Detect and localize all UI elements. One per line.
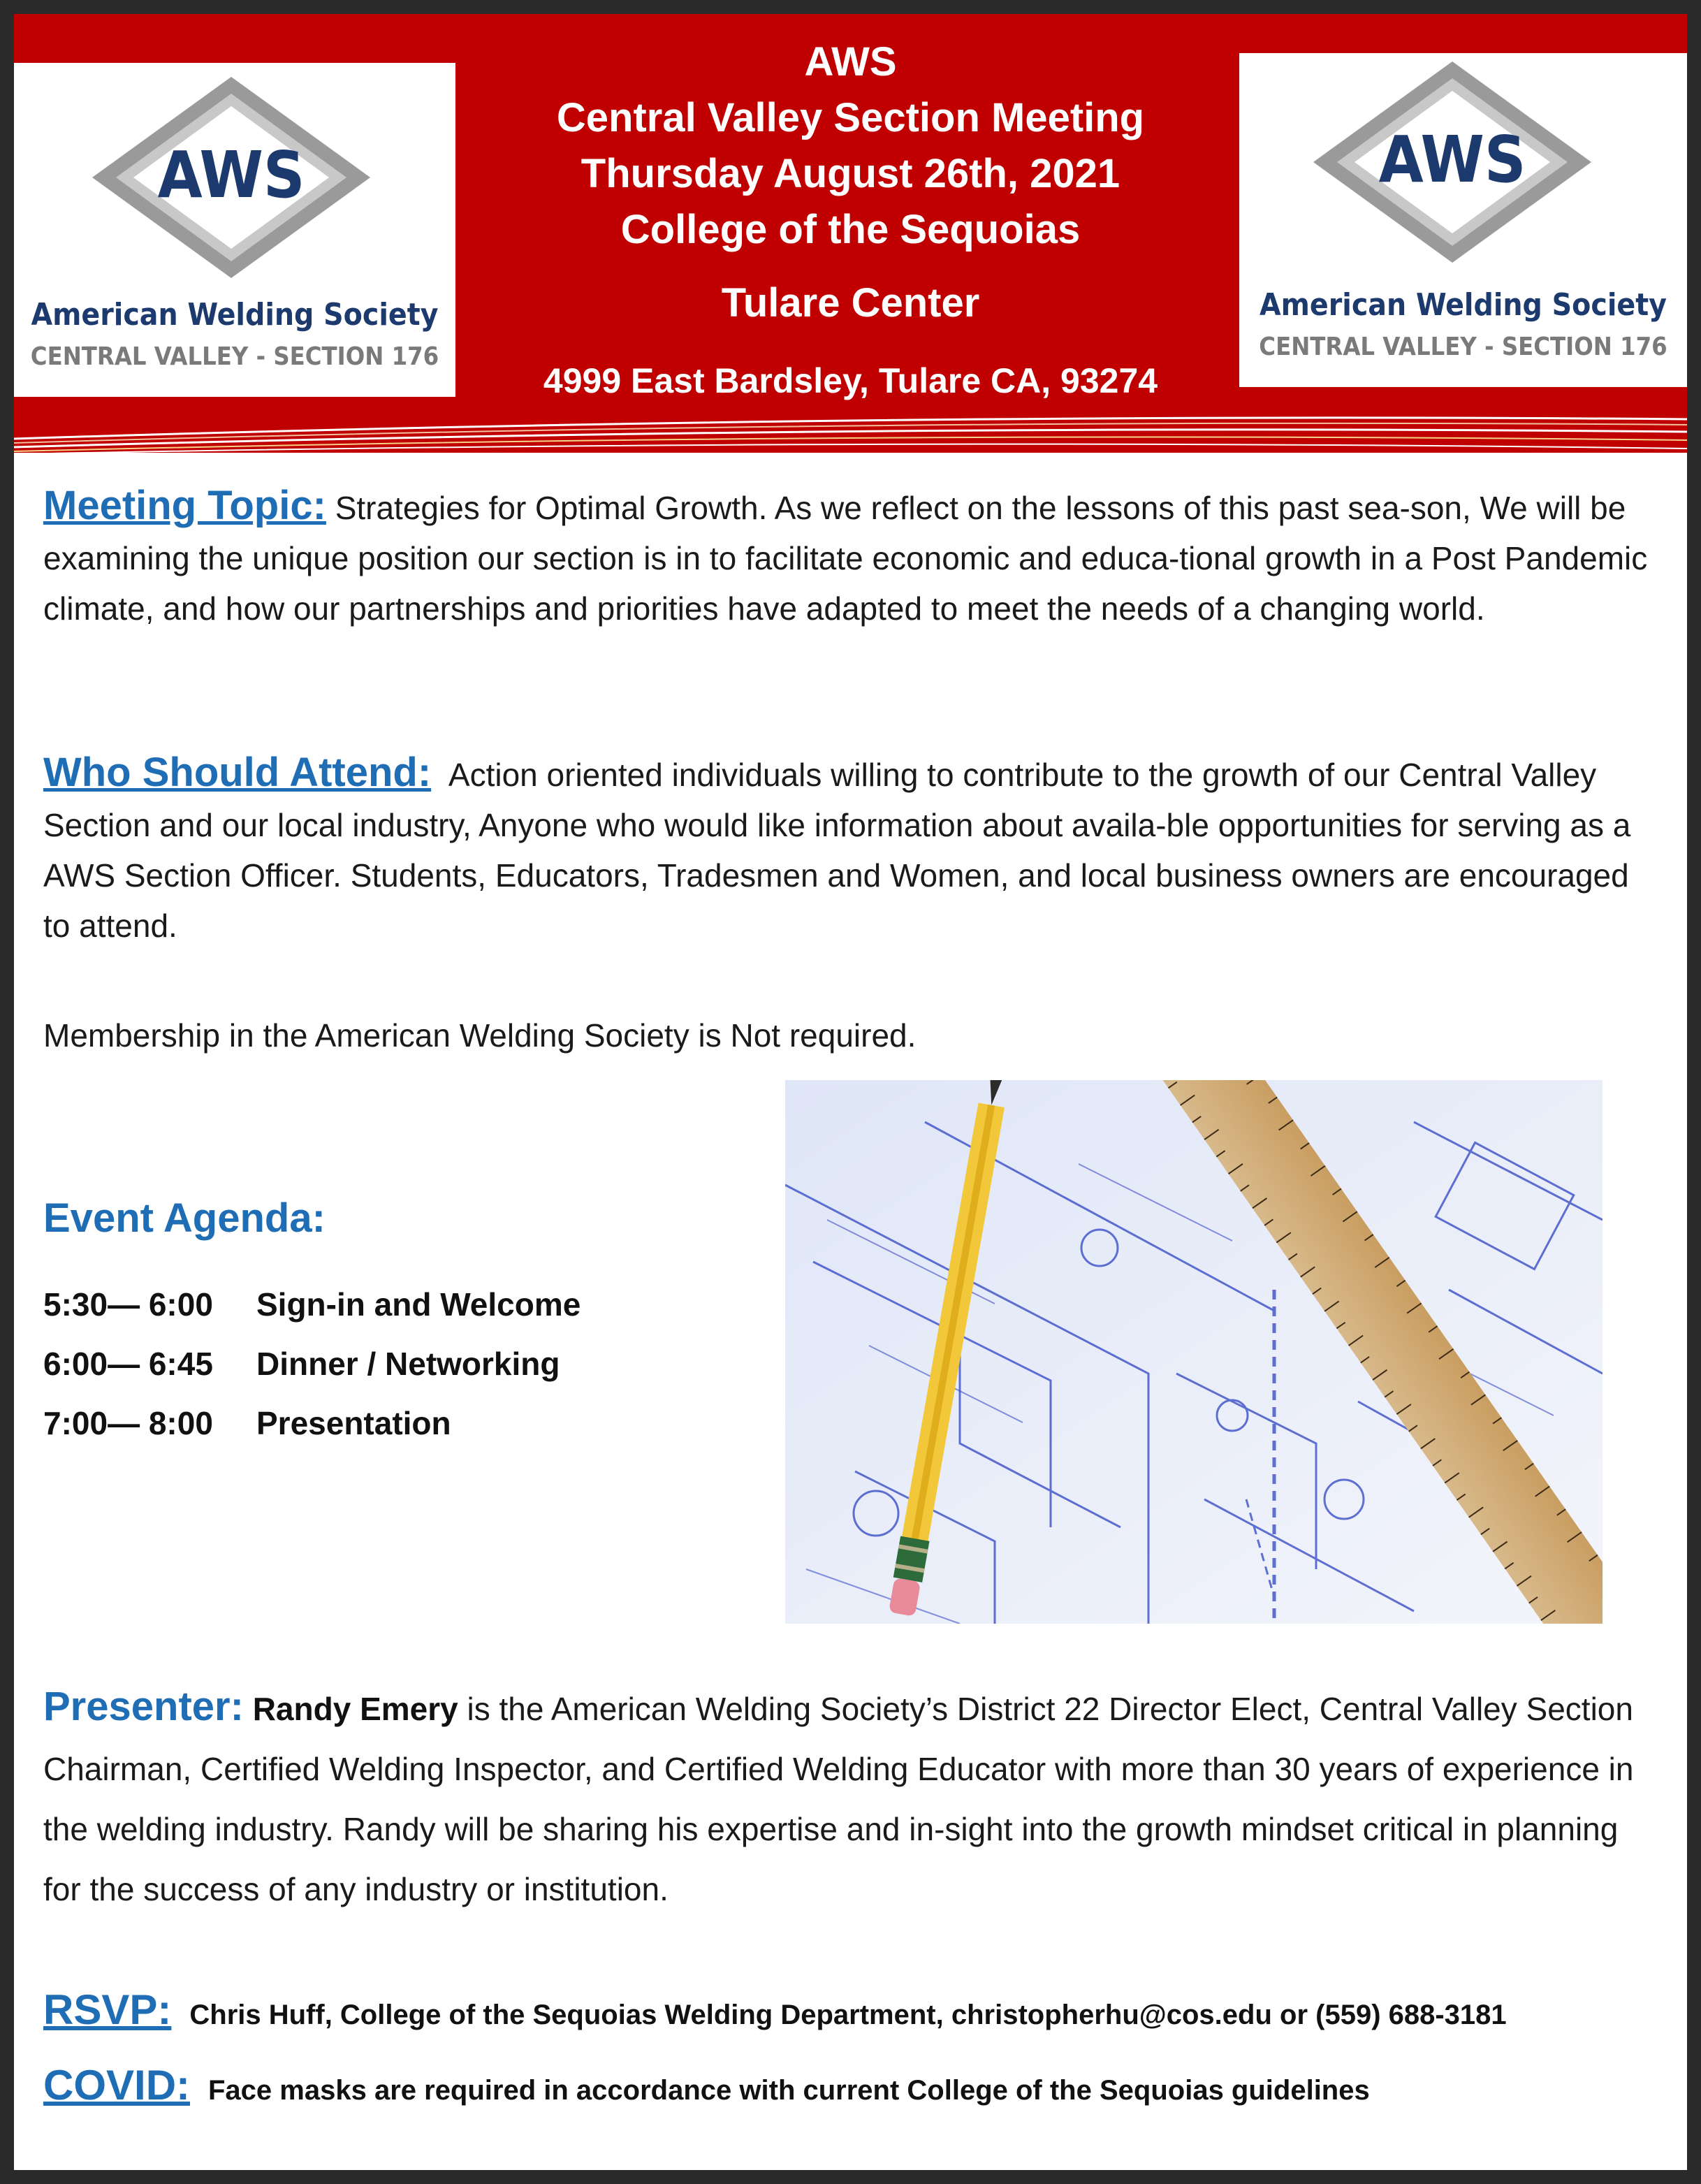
flyer-page xyxy=(14,14,1687,2170)
header-banner xyxy=(14,14,1687,453)
meeting-topic-section xyxy=(43,481,1650,634)
header-college: College of the Sequoias xyxy=(620,207,1081,252)
aws-mark: AWS xyxy=(157,138,305,212)
who-should-attend-heading: Who Should Attend: xyxy=(43,750,432,795)
header-center: Tulare Center xyxy=(721,280,980,326)
agenda-time: 6:00— 6:45 xyxy=(43,1346,213,1382)
agenda-item xyxy=(43,1345,560,1383)
rsvp-text: Chris Huff, College of the Sequoias Welding Department, christopherhu@cos.edu or (559) 688-3181 xyxy=(189,2000,1507,2030)
aws-logo-left xyxy=(14,63,455,397)
header-address: 4999 East Bardsley, Tulare CA, 93274 xyxy=(543,361,1158,400)
presenter-heading: Presenter: xyxy=(43,1684,244,1729)
aws-diamond-icon xyxy=(88,73,374,282)
agenda-time: 7:00— 8:00 xyxy=(43,1405,213,1441)
membership-note: Membership in the American Welding Society is Not required. xyxy=(43,1017,917,1054)
agenda-label: Sign-in and Welcome xyxy=(256,1286,581,1323)
agenda-label: Presentation xyxy=(256,1405,451,1441)
meeting-topic-text: Strategies for Optimal Growth. As we reflect on the lessons of this past sea-son, We will be examining the unique position our section is in to facilitate economic and educa-tional growth in a Post Pandemic climate, and how our partnerships and priorities have adapted to meet the needs of a changing world. xyxy=(43,490,1648,627)
agenda-time: 5:30— 6:00 xyxy=(43,1286,213,1323)
agenda-item xyxy=(43,1404,451,1442)
header-date: Thursday August 26th, 2021 xyxy=(581,151,1120,196)
decorative-swoosh-stripes xyxy=(14,412,1687,453)
aws-diamond-icon xyxy=(1309,57,1596,267)
rsvp-section xyxy=(43,1986,1507,2034)
agenda-label: Dinner / Networking xyxy=(256,1346,560,1382)
meeting-topic-heading: Meeting Topic: xyxy=(43,483,326,528)
logo-society-name: American Welding Society xyxy=(31,297,439,333)
presenter-name: Randy Emery xyxy=(252,1691,458,1727)
who-should-attend-section xyxy=(43,748,1650,951)
rsvp-heading: RSVP: xyxy=(43,1986,172,2033)
covid-section xyxy=(43,2061,1370,2109)
blueprint-photo xyxy=(785,1080,1603,1624)
header-org: AWS xyxy=(804,39,897,85)
covid-text: Face masks are required in accordance with current College of the Sequoias guidelines xyxy=(208,2075,1370,2106)
logo-society-name: American Welding Society xyxy=(1260,287,1667,323)
logo-section-label: CENTRAL VALLEY - SECTION 176 xyxy=(1259,333,1667,361)
covid-heading: COVID: xyxy=(43,2062,190,2109)
blueprint-pencil-ruler-illustration xyxy=(785,1080,1603,1624)
presenter-section xyxy=(43,1677,1650,1919)
logo-section-label: CENTRAL VALLEY - SECTION 176 xyxy=(30,342,439,371)
agenda-heading: Event Agenda: xyxy=(43,1195,326,1241)
aws-logo-right xyxy=(1239,53,1687,387)
presenter-text: is the American Welding Society’s District 22 Director Elect, Central Valley Section Chairman, Certified Welding Inspector, and Certified Welding Educator with more than 30 years of experience in the welding industry. Randy will be sharing his expertise and in-sight into the growth mindset critical in planning for the success of any industry or institution. xyxy=(43,1691,1634,1907)
who-should-attend-text: Action oriented individuals willing to contribute to the growth of our Central Valley Section and our local industry, Anyone who would like information about availa-ble opportunities for serving as a AWS Section Officer. Students, Educators, Tradesmen and Women, and local business owners are encouraged to attend. xyxy=(43,757,1631,944)
header-meeting-title: Central Valley Section Meeting xyxy=(556,95,1145,140)
aws-mark: AWS xyxy=(1378,122,1526,197)
agenda-item xyxy=(43,1286,581,1323)
